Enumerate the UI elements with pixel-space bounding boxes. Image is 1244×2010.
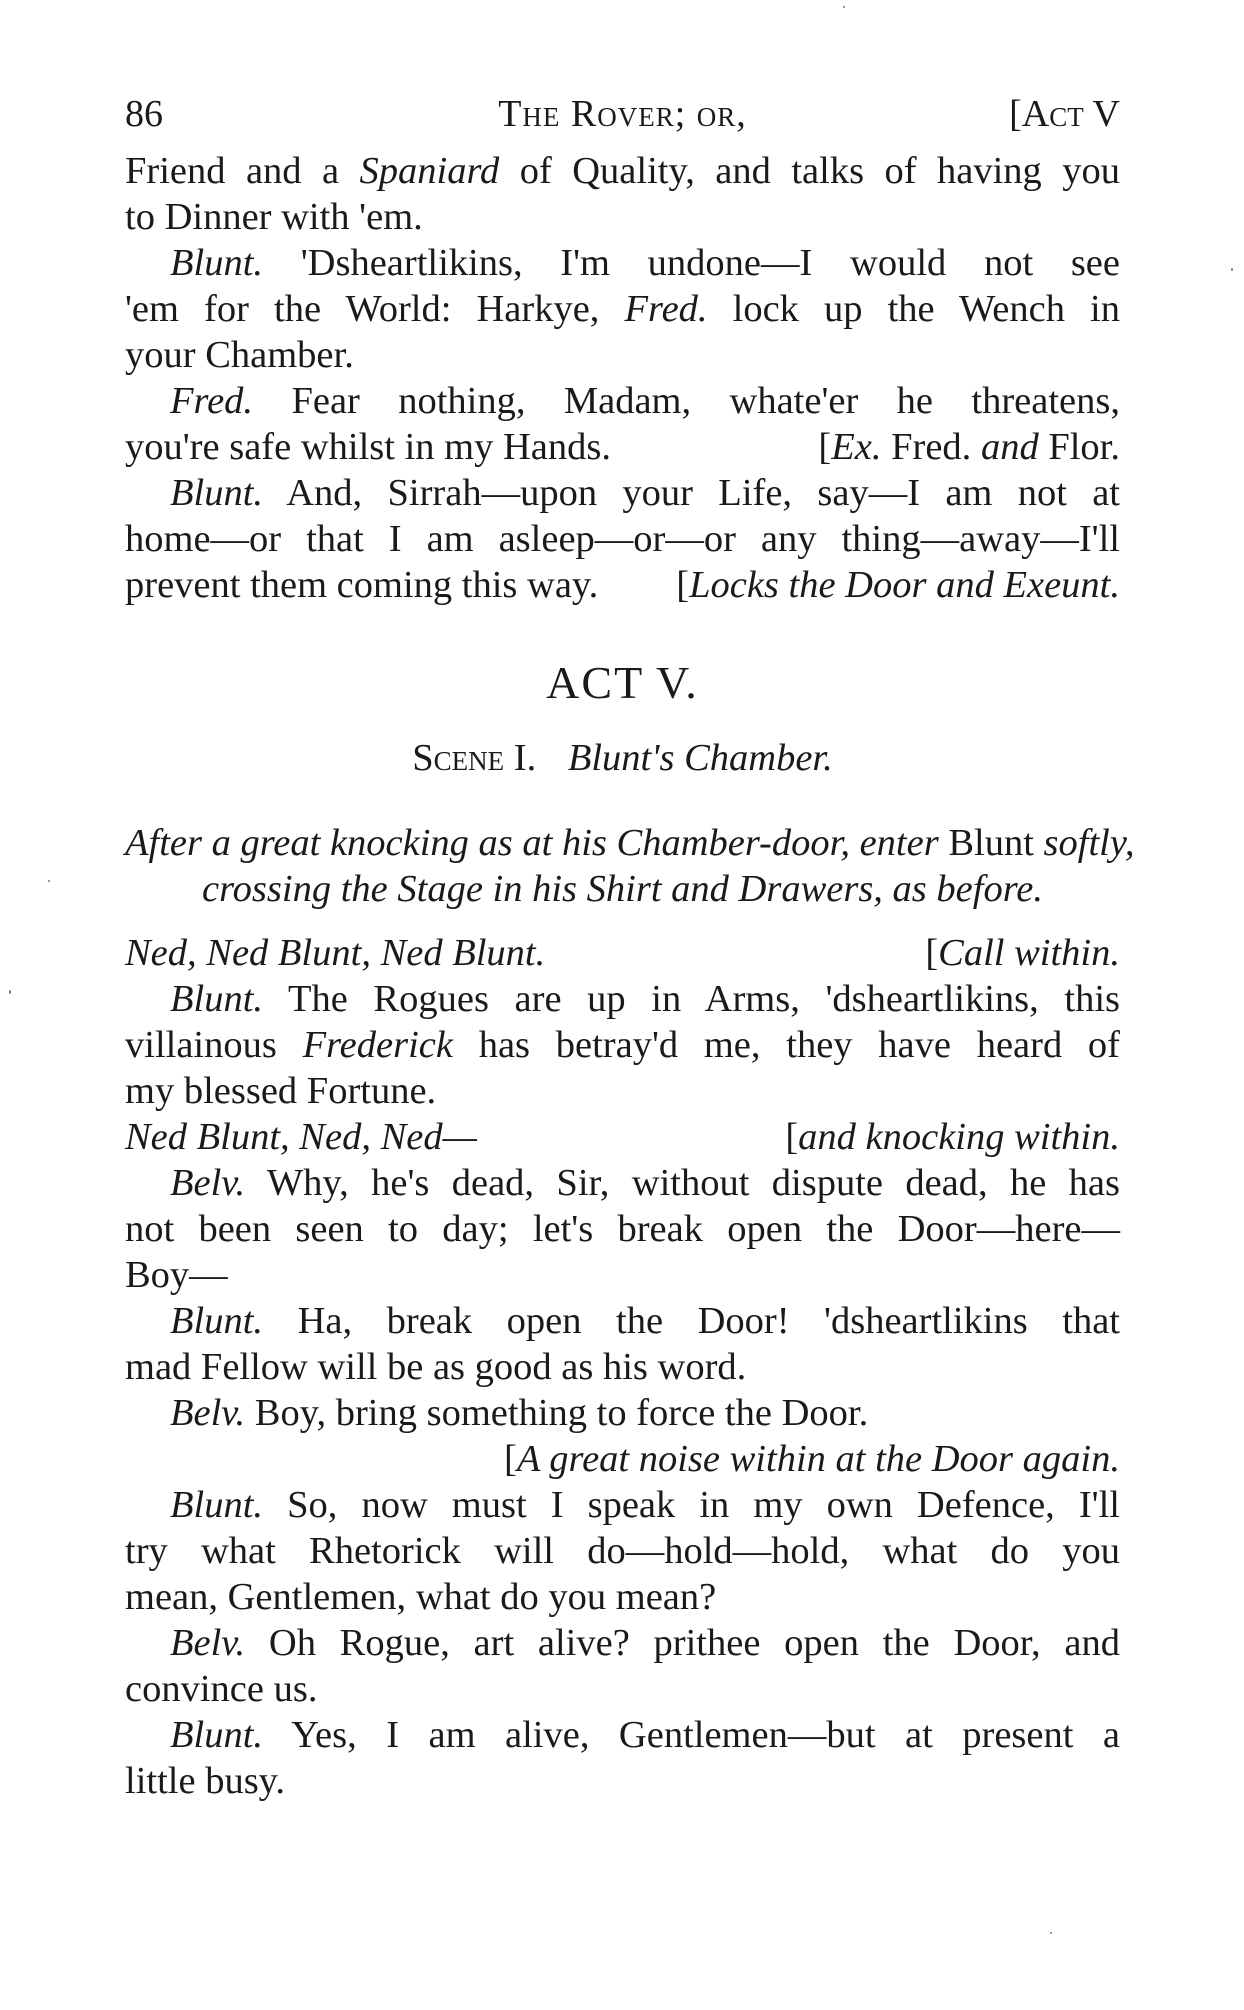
text-line: to Dinner with 'em. <box>125 196 423 238</box>
text-line: Belv. Boy, bring something to force the Door. <box>170 1392 869 1434</box>
scan-speck <box>1050 1932 1052 1934</box>
act-label: [Act V <box>1009 93 1120 135</box>
scan-speck <box>9 990 11 994</box>
text-line: my blessed Fortune. <box>125 1070 437 1112</box>
scene-label: Scene I. <box>412 737 537 779</box>
page-number: 86 <box>125 93 163 135</box>
text-line: your Chamber. <box>125 334 354 376</box>
text-line: Belv. Why, he's dead, Sir, without dispute dead, he has <box>170 1162 1120 1204</box>
text-line: Fred. Fear nothing, Madam, whate'er he threatens, <box>170 380 1120 422</box>
text-line: Blunt. So, now must I speak in my own Defence, I'll <box>170 1484 1120 1526</box>
running-title: The Rover; or, <box>498 93 747 135</box>
text-line: prevent them coming this way. [Locks the Door and Exeunt. <box>125 564 1120 606</box>
stage-direction: [A great noise within at the Door again. <box>504 1438 1120 1480</box>
text-line: convince us. <box>125 1668 318 1710</box>
scan-speck <box>843 6 845 8</box>
scene-heading <box>125 735 1120 781</box>
text-line: Belv. Oh Rogue, art alive? prithee open the Door, and <box>170 1622 1120 1664</box>
text-line: Boy— <box>125 1254 228 1296</box>
stage-direction: [Ex. Fred. and Flor. <box>818 426 1120 468</box>
stage-direction: [Call within. <box>925 932 1120 974</box>
stage-direction: [and knocking within. <box>785 1116 1120 1158</box>
text-line: Friend and a Spaniard of Quality, and talks of having you <box>125 150 1120 192</box>
text-line: Blunt. Ha, break open the Door! 'dsheartlikins that <box>170 1300 1120 1342</box>
text-line: not been seen to day; let's break open the Door—here— <box>125 1208 1120 1250</box>
text-line: try what Rhetorick will do—hold—hold, what do you <box>125 1530 1120 1572</box>
text-line: Blunt. And, Sirrah—upon your Life, say—I am not at <box>170 472 1120 514</box>
text-line: 'em for the World: Harkye, Fred. lock up the Wench in <box>125 288 1120 330</box>
scene-location: Blunt's Chamber. <box>567 737 833 779</box>
text-line: you're safe whilst in my Hands. [Ex. Fred. and Flor. <box>125 426 1120 468</box>
text-line: mean, Gentlemen, what do you mean? <box>125 1576 717 1618</box>
text-line: villainous Frederick has betray'd me, they have heard of <box>125 1024 1120 1066</box>
text-line: Ned Blunt, Ned, Ned— [and knocking within. <box>125 1116 1120 1158</box>
text-line: Ned, Ned Blunt, Ned Blunt. [Call within. <box>125 932 1120 974</box>
text-line: Blunt. The Rogues are up in Arms, 'dsheartlikins, this <box>170 978 1120 1020</box>
scene-direction-line: crossing the Stage in his Shirt and Drawers, as before. <box>202 868 1043 910</box>
scan-speck <box>1231 268 1233 271</box>
text-line: Blunt. 'Dsheartlikins, I'm undone—I would not see <box>170 242 1120 284</box>
scene-direction-line: After a great knocking as at his Chamber-door, enter Blunt softly, <box>125 822 1135 864</box>
text-line: Blunt. Yes, I am alive, Gentlemen—but at present a <box>170 1714 1120 1756</box>
scan-speck <box>48 880 50 882</box>
text-line: home—or that I am asleep—or—or any thing—away—I'll <box>125 518 1120 560</box>
act-heading: ACT V. <box>546 657 699 708</box>
stage-direction: [Locks the Door and Exeunt. <box>676 564 1120 606</box>
text-line: mad Fellow will be as good as his word. <box>125 1346 747 1388</box>
running-header <box>125 92 1120 136</box>
text-line: little busy. <box>125 1760 286 1802</box>
